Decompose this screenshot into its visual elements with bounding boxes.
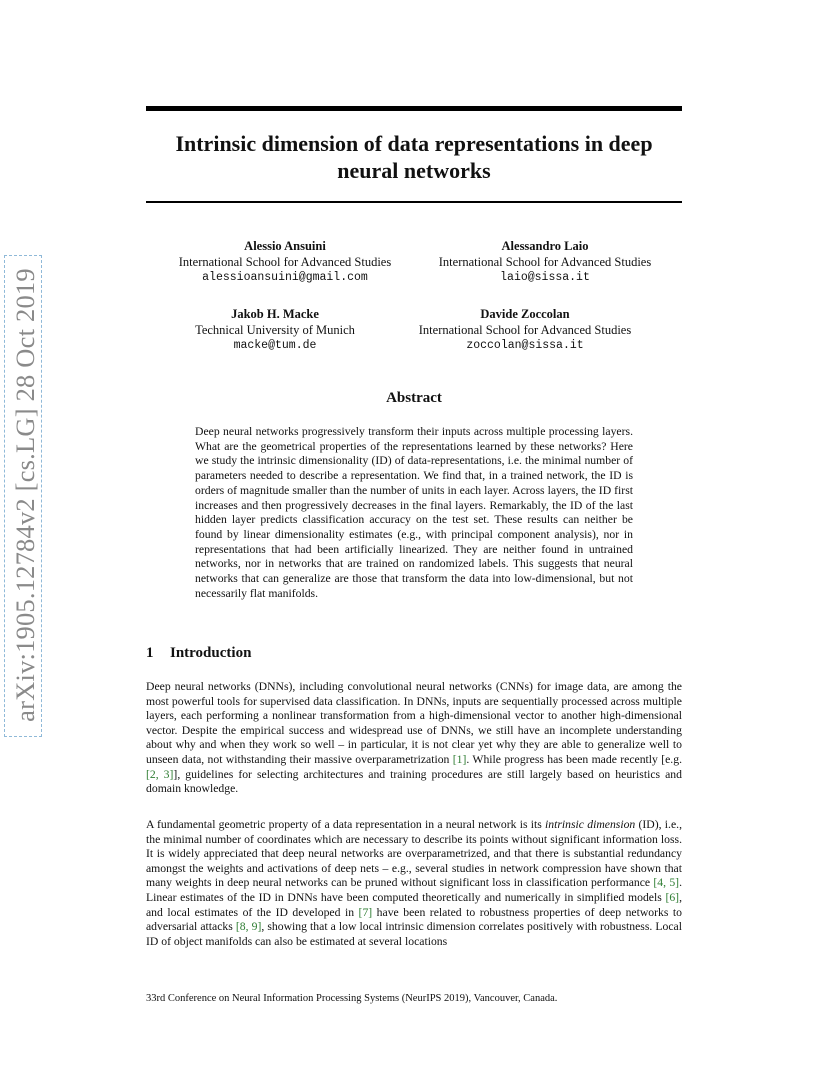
intro-paragraph-2: [146, 818, 682, 949]
paragraph-text: . While progress has been made recently [e.g.: [466, 752, 682, 766]
paragraph-text: , showing that a low local intrinsic dimension correlates positively with robustness. Local ID of object manifolds can also be estimated at several locations: [146, 920, 682, 948]
citation-link[interactable]: [6]: [665, 890, 680, 904]
citation-link[interactable]: [2, 3]: [146, 767, 174, 781]
citation-link[interactable]: [8, 9]: [235, 920, 262, 934]
section-number: 1: [146, 645, 154, 661]
paper-title: [146, 130, 682, 184]
conference-footnote: 33rd Conference on Neural Information Processing Systems (NeurIPS 2019), Vancouver, Canada.: [146, 993, 558, 1004]
emphasis-term: intrinsic dimension: [545, 818, 636, 831]
author-affiliation: International School for Advanced Studies: [178, 254, 392, 269]
author-affiliation: International School for Advanced Studies: [438, 254, 652, 269]
citation-link[interactable]: [7]: [358, 905, 373, 919]
author-affiliation: International School for Advanced Studies: [418, 322, 632, 337]
author-block: [420, 239, 670, 286]
abstract-heading: Abstract: [386, 390, 442, 406]
citation-link[interactable]: [1]: [452, 752, 467, 766]
author-email[interactable]: zoccolan@sissa.it: [466, 339, 584, 352]
author-name: Alessio Ansuini: [244, 239, 326, 253]
title-rule-bottom: [146, 201, 682, 203]
paragraph-text: (ID), i.e., the minimal number of coordinates which are necessary to describe its points without significant information loss. It is widely appreciated that deep neural networks are overparametrized, and that there is substantial redundancy amongst the weights and activations of deep nets – e.g., several studies in network compression have shown that many weights in deep neural networks can be pruned without significant loss in classification performance: [146, 818, 682, 890]
author-email[interactable]: alessioansuini@gmail.com: [202, 271, 368, 284]
paragraph-text: Deep neural networks (DNNs), including convolutional neural networks (CNNs) for image data, are among the most powerful tools for supervised data classification. In DNNs, inputs are sequentially processed across multiple layers, each performing a nonlinear transformation from a high-dimensional vector to another high-dimensional vector. Despite the empirical success and widespread use of DNNs, we still have an incomplete understanding about why and when they work so well – in particular, it is not clear yet why they are able to generalize well to unseen data, not withstanding their massive overparametrization: [146, 680, 682, 766]
paragraph-text: . Linear estimates of the ID in DNNs have been computed theoretically and numerically in simplified models: [146, 876, 682, 904]
title-line-2: neural networks: [337, 158, 491, 183]
arxiv-stamp[interactable]: arXiv:1905.12784v2 [cs.LG] 28 Oct 2019: [10, 268, 40, 722]
paragraph-text: have been related to robustness properties of deep networks to adversarial attacks: [146, 905, 683, 934]
abstract-body: [195, 425, 633, 601]
author-affiliation: Technical University of Munich: [195, 322, 355, 337]
author-name: Davide Zoccolan: [480, 307, 570, 321]
title-rule-top: [146, 106, 682, 111]
author-block: [400, 307, 650, 354]
author-block: [150, 307, 400, 354]
author-name: Jakob H. Macke: [231, 307, 319, 321]
author-name: Alessandro Laio: [501, 239, 589, 253]
author-block: [160, 239, 410, 286]
abstract-text: Deep neural networks progressively transform their inputs across multiple processing layers. What are the geometrical properties of the representations learned by these networks? Here we study the intrinsic dimensionality (ID) of data-representations, i.e. the minimal number of parameters needed to describe a representation. We find that, in a trained network, the ID is orders of magnitude smaller than the number of units in each layer. Across layers, the ID first increases and then progressively decreases in the final layers. Remarkably, the ID of the last hidden layer predicts classification accuracy on the test set. These results can neither be found by linear dimensionality estimates (e.g., with principal component analysis), nor in representations that had been artificially linearized. They are neither found in untrained networks, nor in networks that are trained on randomized labels. This suggests that neural networks that can generalize are those that transform the data into low-dimensional, but not necessarily flat manifolds.: [195, 425, 633, 600]
citation-link[interactable]: [4, 5]: [653, 876, 680, 890]
author-email[interactable]: laio@sissa.it: [500, 271, 590, 284]
section-heading: [146, 645, 251, 662]
title-line-1: Intrinsic dimension of data representations in deep: [175, 131, 653, 156]
paragraph-text: ], guidelines for selecting architectures and training procedures are still largely based on heuristics and domain knowledge.: [146, 767, 682, 796]
intro-paragraph-1: [146, 680, 682, 797]
section-title: Introduction: [170, 645, 252, 661]
author-email[interactable]: macke@tum.de: [233, 339, 317, 352]
paragraph-text: , and local estimates of the ID developed in: [146, 890, 682, 919]
paragraph-text: A fundamental geometric property of a data representation in a neural network is its: [146, 818, 546, 831]
